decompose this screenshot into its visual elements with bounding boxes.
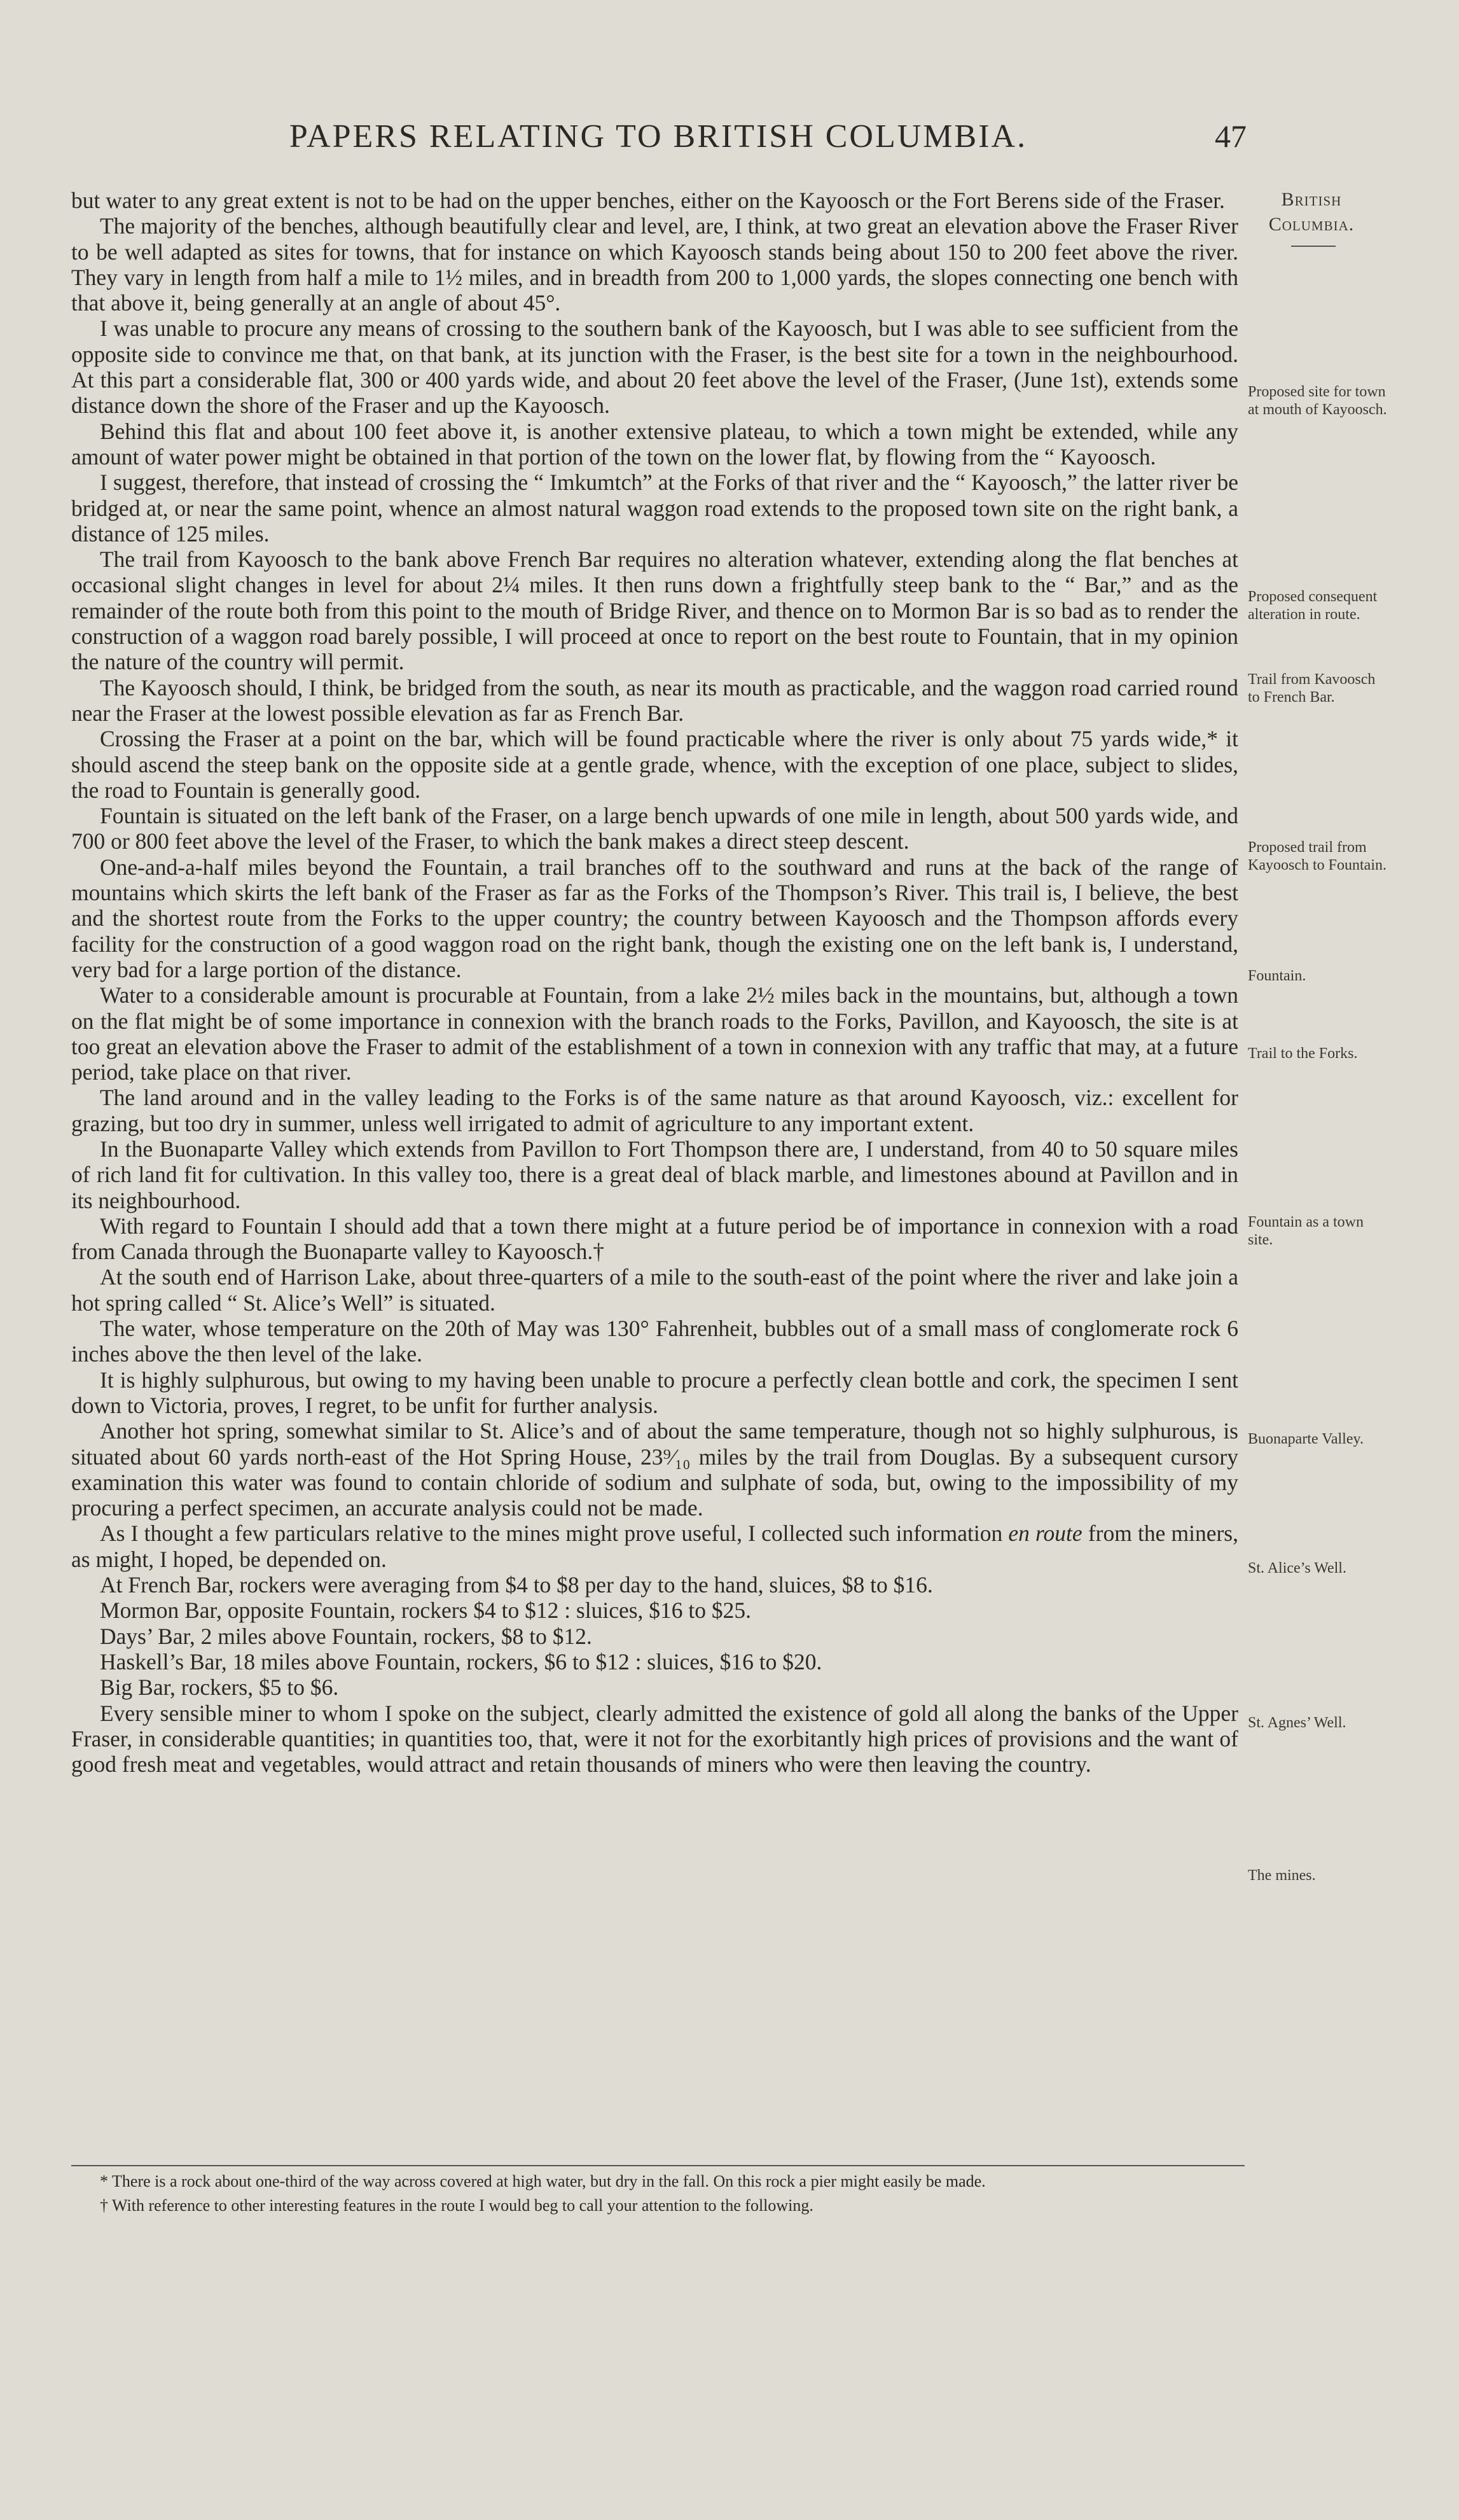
sidenote-st-alice: St. Alice’s Well. [1248,1560,1346,1577]
footnote: † With reference to other interesting features in the route I would beg to call your attention to the following. [100,2196,813,2215]
sidenote-buonaparte: Buonaparte Valley. [1248,1431,1364,1447]
sidenote-columbia: Columbia. [1268,214,1355,235]
page-number: 47 [1215,118,1247,154]
paragraph: One-and-a-half miles beyond the Fountain, a trail branches off to the southward and runs at the back of the range of mountains which skirts the left bank of the Fraser as far as the Forks of the Thompson’s River. This trail is, I believe, the best and the shortest route from the Forks to the upper country; the country between Kayoosch and the Thompson affords every facility for the construction of a good waggon road on the right bank, though the existing one on the left bank is, I understand, very bad for a large portion of the distance. [71,854,1238,982]
text-run: from the miners, as might, I hoped, be depended on. [71,1521,1239,1572]
main-text [71,188,1238,1777]
paragraph: The land around and in the valley leading to the Forks is of the same nature as that around Kayoosch, viz.: excellent for grazing, but too dry in summer, unless well irrigated to admit of agriculture to any important extent. [71,1085,1238,1136]
sidenote-british: British [1281,189,1342,210]
sidenote-proposed-site: Proposed site for town at mouth of Kayoosch. [1248,384,1387,418]
mine-report-line: Days’ Bar, 2 miles above Fountain, rockers, $8 to $12. [100,1623,592,1649]
paragraph: I was unable to procure any means of crossing to the southern bank of the Kayoosch, but I was able to see sufficient from the opposite side to convince me that, on that bank, at its junction with the Fraser, is the best site for a town in the neighbourhood. At this part a considerable flat, 300 or 400 yards wide, and about 20 feet above the level of the Fraser, (June 1st), extends some distance down the shore of the Fraser and up the Kayoosch. [71,316,1238,419]
page-header [70,118,1247,162]
sidenote-trail-forks: Trail to the Forks. [1248,1045,1358,1062]
mine-report-line: At French Bar, rockers were averaging from $4 to $8 per day to the hand, sluices, $8 to $16. [100,1572,933,1598]
text-run: As I thought a few particulars relative to the mines might prove useful, I collected such information [100,1521,1009,1547]
paragraph: The trail from Kayoosch to the bank above French Bar requires no alteration whatever, extending along the flat benches at occasional slight changes in level for about 2¼ miles. It then runs down a frightfully steep bank to the “ Bar,” and as the remainder of the route both from this point to the mouth of Bridge River, and thence on to Mormon Bar is so bad as to render the construction of a waggon road barely possible, I will proceed at once to report on the best route to Fountain, that in my opinion the nature of the country will permit. [71,546,1238,675]
sidenote-fountain: Fountain. [1248,968,1306,984]
paragraph: Crossing the Fraser at a point on the bar, which will be found practicable where the river is only about 75 yards wide,* it should ascend the steep bank on the opposite side at a gentle grade, whence, with the exception of one place, subject to slides, the road to Fountain is generally good. [71,726,1238,803]
paragraph: The water, whose temperature on the 20th of May was 130° Fahrenheit, bubbles out of a small mass of conglomerate rock 6 inches above the then level of the lake. [71,1316,1238,1367]
running-title: PAPERS RELATING TO BRITISH COLUMBIA. [289,118,1028,155]
paragraph: With regard to Fountain I should add that a town there might at a future period be of importance in connexion with a road from Canada through the Buonaparte valley to Kayoosch.† [71,1213,1238,1265]
sidenote-trail-french-bar: Trail from Kavoosch to French Bar. [1248,671,1376,706]
paragraph: I suggest, therefore, that instead of crossing the “ Imkumtch” at the Forks of that river and the “ Kayoosch,” the latter river be bridged at, or near the same point, whence an almost natural waggon road extends to the proposed town site on the right bank, a distance of 125 miles. [71,470,1238,546]
footnote: * There is a rock about one-third of the way across covered at high water, but dry in the fall. On this rock a pier might easily be made. [100,2172,986,2190]
paragraph: Water to a considerable amount is procurable at Fountain, from a lake 2½ miles back in the mountains, but, although a town on the flat might be of some importance in connexion with the branch roads to the Forks, Pavillon, and Kayoosch, the site is at too great an elevation above the Fraser to admit of the establishment of a town in connexion with any traffic that may, at a future period, take place on that river. [71,982,1238,1085]
italic-phrase: en route [1008,1521,1082,1547]
sidenote-trail-fountain: Proposed trail from Kayoosch to Fountain. [1248,839,1386,874]
paragraph [71,1521,1238,1572]
mine-report-line: Mormon Bar, opposite Fountain, rockers $4 to $12 : sluices, $16 to $25. [100,1598,752,1624]
paragraph: The majority of the benches, although beautifully clear and level, are, I think, at two great an elevation above the Fraser River to be well adapted as sites for towns, that for instance on which Kayoosch stands being about 150 to 200 feet above the river. They vary in length from half a mile to 1½ miles, and in breadth from 200 to 1,000 yards, the slopes connecting one bench with that above it, being generally at an angle of about 45°. [71,213,1238,316]
footnote-rule [71,2165,1245,2166]
sidenote-town-site: Fountain as a town site. [1248,1214,1364,1248]
mine-report-line: Haskell’s Bar, 18 miles above Fountain, rockers, $6 to $12 : sluices, $16 to $20. [100,1648,822,1674]
mine-report-line: Big Bar, rockers, $5 to $6. [100,1674,339,1701]
paragraph: Fountain is situated on the left bank of the Fraser, on a large bench upwards of one mile in length, about 500 yards wide, and 700 or 800 feet above the level of the Fraser, to which the bank makes a direct steep descent. [71,803,1238,854]
sidenote-st-agnes: St. Agnes’ Well. [1248,1715,1346,1731]
paragraph: Behind this flat and about 100 feet above it, is another extensive plateau, to which a town might be extended, while any amount of water power might be obtained in that portion of the town on the lower flat, by flowing from the “ Kayoosch. [71,418,1238,470]
sidenote-route-alteration: Proposed consequent alteration in route. [1248,588,1378,623]
paragraph: In the Buonaparte Valley which extends from Pavillon to Fort Thompson there are, I understand, from 40 to 50 square miles of rich land fit for cultivation. In this valley too, there is a great deal of black marble, and limestones abound at Pavillon and in its neighbourhood. [71,1136,1238,1213]
paragraph: but water to any great extent is not to be had on the upper benches, either on the Kayoosch or the Fort Berens side of the Fraser. [71,188,1225,213]
paragraph: At the south end of Harrison Lake, about three-quarters of a mile to the south-east of the point where the river and lake join a hot spring called “ St. Alice’s Well” is situated. [71,1264,1238,1316]
paragraph: Every sensible miner to whom I spoke on the subject, clearly admitted the existence of gold all along the banks of the Upper Fraser, in considerable quantities; in quantities too, that, were it not for the exorbitantly high prices of provisions and the want of good fresh meat and vegetables, would attract and retain thousands of miners who were then leaving the country. [71,1700,1238,1778]
paragraph: Another hot spring, somewhat similar to St. Alice’s and of about the same temperature, though not so highly sulphurous, is situated about 60 yards north-east of the Hot Spring House, 23⁹⁄₁₀ miles by the trail from Douglas. By a subsequent cursory examination this water was found to contain chloride of sodium and sulphate of soda, but, owing to the impossibility of my procuring a perfect specimen, an accurate analysis could not be made. [71,1418,1238,1521]
sidenote-mines: The mines. [1248,1867,1316,1884]
paragraph: It is highly sulphurous, but owing to my having been unable to procure a perfectly clean bottle and cork, the specimen I sent down to Victoria, proves, I regret, to be unfit for further analysis. [71,1367,1238,1418]
sidenote-divider [1291,246,1336,247]
footnotes [71,2171,1245,2220]
paragraph: The Kayoosch should, I think, be bridged from the south, as near its mouth as practicable, and the waggon road carried round near the Fraser at the lowest possible elevation as far as French Bar. [71,674,1238,726]
